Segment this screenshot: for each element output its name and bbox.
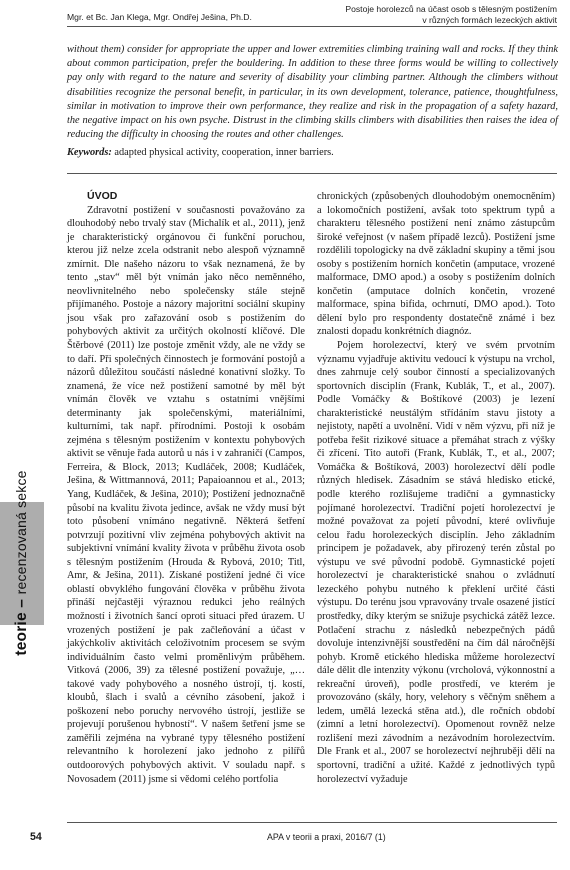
section-rule: [67, 173, 557, 174]
side-label-dash: –: [13, 594, 30, 613]
footer-rule: [67, 822, 557, 823]
header-title-line1: Postoje horolezců na účast osob s tělesným postižením: [345, 4, 557, 14]
keywords: [67, 147, 558, 158]
section-side-label: [13, 470, 31, 655]
right-column: [317, 190, 555, 786]
side-label-theory: teorie: [13, 612, 30, 656]
right-paragraph-2: Pojem horolezectví, který ve svém prvotním významu vyjadřuje aktivitu vedoucí k výstupu na vrchol, dnes zahrnuje celý soubor činností a specializovaných sportovních disciplín (Frank, Kublák, T., et al., 2007). Podle Vomáčky & Boštíkové (2003) je lezení charakteristické neustálým střídáním stavu jistoty a nejistoty, napětí a uvolnění. Vidí v něm výzvu, při níž je potřeba řešit rizikové situace a přemáhat strach z výšky či zřícení. Tito autoři (Frank, Kublák, T., et al., 2007; Vomáčka & Boštíková, 2003) horolezectví dělí podle různých hledisek. Zásadním se stává hledisko etické, podle kterého rozlišujeme tradiční a gymnasticky pojímané horolezectví. Tradiční pojetí horolezectví je možné považovat za pojetí původní, které ovlivňuje celou řadu horolezeckých disciplín. Jeho základním principem je požadavek, aby přirozený terén zůstal po výstupu ve své původní podobě. Gymnastické pojetí horolezectví je charakteristické snahou o zvládnutí lezeckého pohybu nutného k překlení určité části výstupu. Do terénu jsou vpravovány trvale osazené jistící prostředky, díky kterým se snižuje psychická zátěž lezce. Potlačení strachu z následků nebezpečných pádů dovoluje intenzivnější soustředění na čím dál náročnější pohyb. Kromě etického hlediska můžeme horolezectví dále dělit dle intenzity výkonu (vrcholová, výkonnostní a rekreační úroveň), podle prostředí, ve kterém je provozováno (skály, hory, velehory s věčným sněhem a ledem, umělá lezecká stěna atd.), dle ročních období (zimní a letní horolezectví). Opomenout rovněž nelze rozlišení mezi závodním a nezávodním horolezectvím. Dle Frank et al., 2007 se horolezectví nejhruběji dělí na sportovní, tradiční a užité. Každé z jednotlivých typů horolezectví vyžaduje: [317, 340, 555, 785]
section-heading: ÚVOD: [87, 190, 118, 202]
header-rule: [67, 26, 557, 27]
header-article-title: [297, 4, 557, 26]
header-title-line2: v různých formách lezeckých aktivit: [422, 15, 557, 25]
journal-citation: APA v teorii a praxi, 2016/7 (1): [267, 832, 386, 842]
left-column: [67, 190, 305, 786]
right-paragraph-1: chronických (způsobených dlouhodobým onemocněním) a lokomočních postižení, avšak toto spektrum typů a charakteru tělesného postižení není známo zástupcům široké veřejnost (v našem případě lezců). Postižení jsme rozdělili topologicky na dvě základní skupiny a těmi jsou osoby s postižením horních končetin (amputace, vrozené malformace, DMO apod.) a osoby s postižením dolních končetin (amputace dolních končetin, vrozené malformace, spina bifida, ochrnutí, DMO apod.). Toto dělení bylo pro respondenty dostatečně známé i bez znalosti dopadu konkrétních diagnóz.: [317, 191, 555, 338]
side-label-reviewed: recenzovaná sekce: [13, 470, 29, 595]
page-number: 54: [30, 831, 42, 843]
abstract-text: without them) consider for appropriate the upper and lower extremities climbing training wall and rocks. If they think about common participation, prefer the bouldering. In addition to these three forms would be willing to collectively pay only with regard to the nature and severity of disability your climbing partner. Although the climbers without disabilities recognize the personal benefit, in particular, in its own development, tolerance, patience, thoughtfulness, similar in motivation to improve their own performance, they realize and risk in the propagation of a safety hazard, the negative impact on his own psyche. Distrust in the climbing skills climbers with disabilities then raises the idea of reducing the difficulty in choosing the routes and other challenges.: [67, 44, 558, 141]
header-authors: Mgr. et Bc. Jan Klega, Mgr. Ondřej Ješina, Ph.D.: [67, 12, 252, 22]
keywords-text: adapted physical activity, cooperation, inner barriers.: [111, 147, 334, 158]
left-paragraph-1: Zdravotní postižení v současnosti považováno za dlouhodobý nebo trvalý stav (Michalík et al., 2011), jenž je charakteristický orgánovou či funkční poruchou, kterou již nelze zcela odstranit nebo alespoň významně zmírnit. Dle našeho názoru to však neznamená, že by tento „stav“ měl být vnímán jako něco neměnného, neovlivnitelného nebo společensky stále stejně přijímaného. Postoje a názory majoritní sociální skupiny jsou však pro zařazování osob s postižením do pohybových aktivit za určitých okolností klíčové. Dle Štěrbové (2011) lze postoje změnit vždy, ale ne vždy se to daří. Při společných činnostech je formování postojů a názorů důležitou součástí následné konativní složky. To znamená, že více než postižení samotné by měl být vnímán člověk ve vztahu s ostatními vnějšími determinanty jak společenskými, materiálními, kulturními, tak např. přírodními. Postoji k osobám zejména s tělesným postižením v kontextu pohybových aktivit se věnuje řada autorů u nás i v zahraničí (Campos, Ferreira, & Block, 2013; Kudláček, 2008; Kudláček, Ješina, & Wittmannová, 2011; Papaioannou et al., 2013; Yang, Kudláček, & Ješina, 2010); Postižení jednoznačně působí na kvalitu života jedince, avšak ne vždy musí být toto působení vnímáno negativně. Některá šetření potvrzují pozitivní vliv zejména pohybových aktivit na subjektivní vnímání kvality života v průběhu života osob s tělesným postižením (Hrouda & Rybová, 2010; Titl, Amr, & Ješina, 2011). Získané postižení jedné či více oblastí obvyklého fungování člověka v průběhu života přináší nejčastěji výraznou redukci jeho reálných možností i životních šancí oproti situaci před úrazem. U vrozených postižení je pak začleňování a účast v jakýchkoliv aktivitách celoživotním procesem se svým individuálním často velmi proměnlivým průběhem. Vitková (2006, 39) za tělesné postižení považuje, „…takové vady pohybového a nosného ústrojí, tj. kostí, kloubů, šlach i svalů a cévního zásobení, jakož i poškození nebo poruchy nervového ústrojí, jestliže se projevují porušenou hybností“. V našem šetření jsme se zaměřili zejména na vybrané typy tělesného postižení relevantního k horolezení jako jednoho z pilířů outdoorových pohybových aktivit. V souladu např. s Novosadem (2011) jsme si vědomi celého portfolia: [67, 204, 305, 785]
abstract: [67, 43, 558, 142]
keywords-label: Keywords:: [67, 147, 112, 158]
